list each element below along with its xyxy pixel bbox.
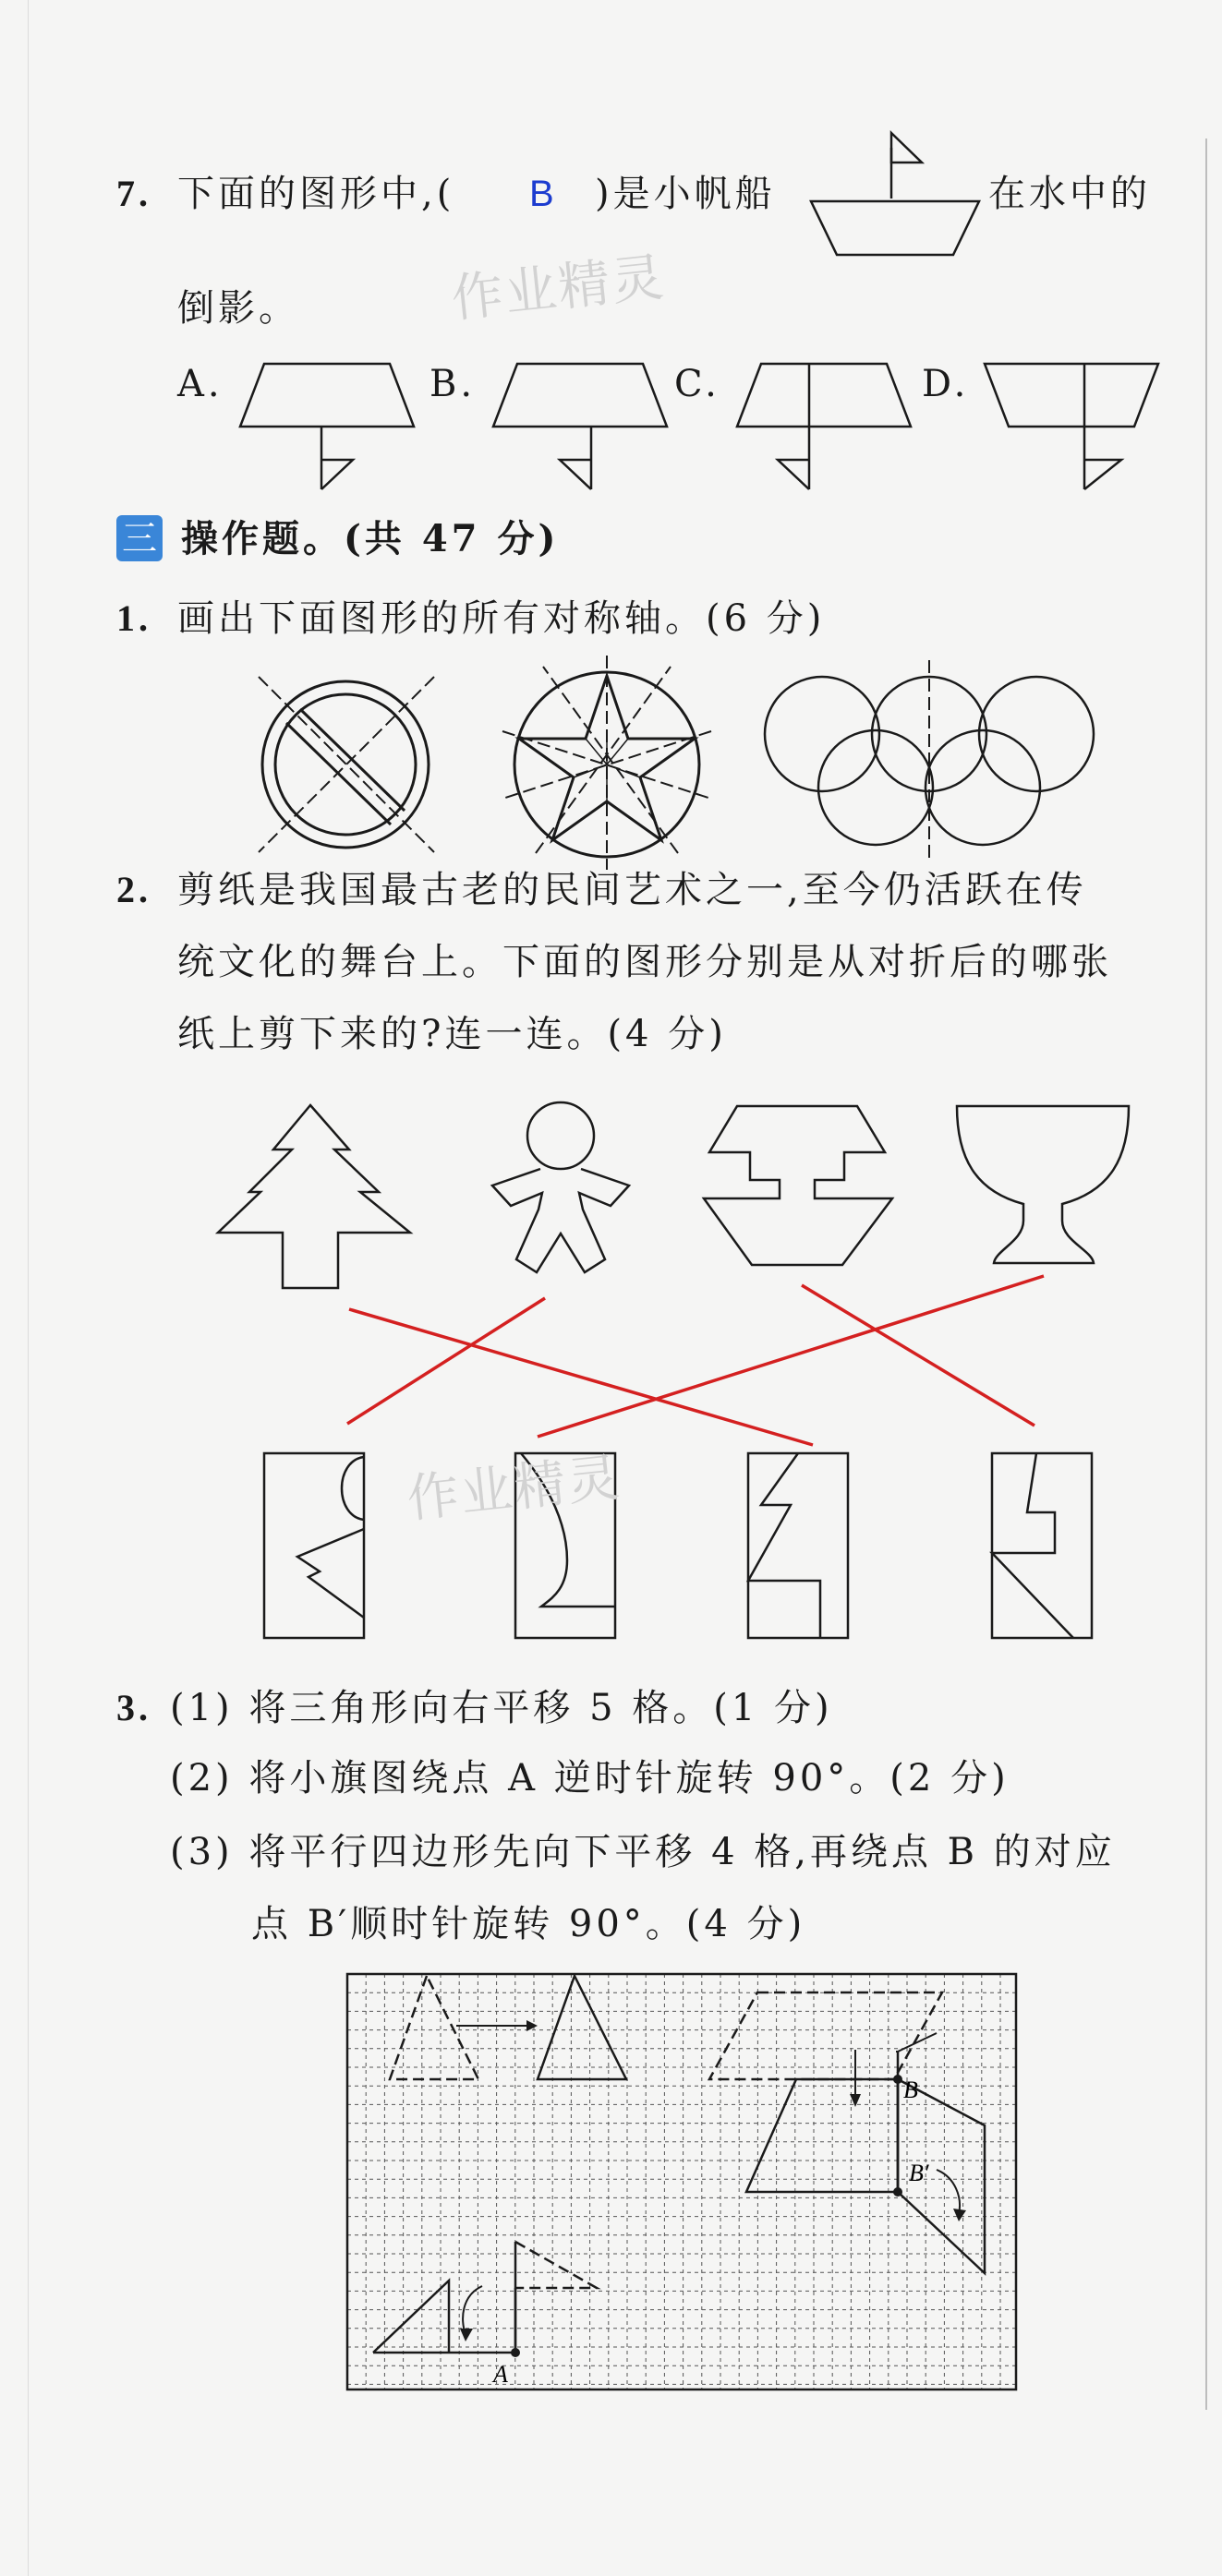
p2-number: 2. bbox=[116, 869, 151, 910]
folded-paper-4 bbox=[990, 1451, 1101, 1645]
option-d-label: D. bbox=[922, 363, 970, 405]
option-c-label: C. bbox=[674, 363, 720, 405]
folded-paper-3 bbox=[746, 1451, 857, 1645]
q7-text-b: )是小帆船 bbox=[595, 173, 776, 215]
folded-paper-1 bbox=[262, 1451, 373, 1645]
transformation-grid bbox=[345, 1972, 1020, 2397]
label-b: B bbox=[903, 2076, 918, 2103]
q7-number: 7. bbox=[116, 173, 151, 214]
q7-text-a: 下面的图形中,( bbox=[177, 173, 455, 215]
p3-line4: 点 B′顺时针旋转 90°。(4 分) bbox=[251, 1903, 806, 1945]
p2-line1: 剪纸是我国最古老的民间艺术之一,至今仍活跃在传 bbox=[177, 869, 1087, 911]
p2-line2: 统文化的舞台上。下面的图形分别是从对折后的哪张 bbox=[177, 941, 1112, 983]
p3-number: 3. bbox=[116, 1687, 151, 1728]
option-a-label: A. bbox=[177, 363, 224, 405]
q7-text-c: 在水中的 bbox=[988, 173, 1151, 215]
p1-text: 画出下面图形的所有对称轴。(6 分) bbox=[177, 597, 826, 640]
p3-line2: (2) 将小旗图绕点 A 逆时针旋转 90°。(2 分) bbox=[170, 1757, 1010, 1800]
p2-line3: 纸上剪下来的?连一连。(4 分) bbox=[177, 1013, 727, 1055]
watermark: 作业精灵 bbox=[404, 1448, 624, 1530]
p3-line1: (1) 将三角形向右平移 5 格。(1 分) bbox=[170, 1687, 833, 1729]
q7-answer: B bbox=[529, 174, 558, 214]
label-a: A bbox=[493, 2361, 508, 2388]
label-b-prime: B′ bbox=[909, 2160, 929, 2186]
watermark: 作业精灵 bbox=[448, 247, 669, 330]
q7-text-d: 倒影。 bbox=[177, 287, 299, 330]
section-title: 操作题。(共 47 分) bbox=[181, 517, 560, 560]
section-badge: 三 bbox=[116, 515, 163, 561]
p3-line3: (3) 将平行四边形先向下平移 4 格,再绕点 B 的对应 bbox=[170, 1831, 1116, 1873]
option-b-label: B. bbox=[430, 363, 477, 405]
p1-number: 1. bbox=[116, 597, 151, 639]
